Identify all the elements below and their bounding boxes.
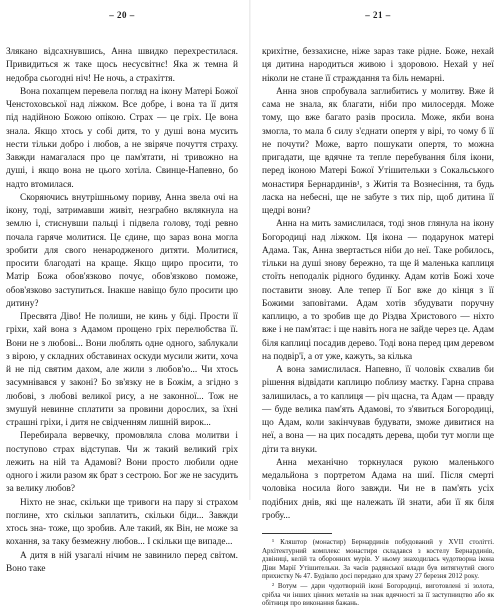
left-page — [6, 0, 238, 574]
paragraph: А дитя в ній узагалі нічим не завинило перед світом. Воно таке — [6, 550, 238, 574]
footnote-divider — [262, 533, 332, 534]
page-body — [262, 46, 494, 523]
footnotes — [262, 533, 494, 608]
paragraph: крихітне, беззахисне, ніже зараз таке рідне. Боже, нехай ця дитина народиться живою і здоровою. Нехай у неї ніколи не стане її страждання та біль немарні. — [262, 47, 494, 84]
paragraph: Ніхто не знає, скільки ще тривоги на пару зі страхом поглине, хто скільки заплатить, скільки біди... Завжди хтось зна- тоже, що зробив. Але такий, як Він, не може за кохання, за таку безмежну любов... І скільки ще випаде... — [6, 497, 238, 548]
paragraph: Скоряючись внутрішньому пориву, Анна звела очі на ікону, тоді, затримавши живіт, незграбно вклякнула на землю і, стиснувши пальці і підвела голову, тоді ревно почала гаряче молитися. Це єдине, що зараз вона могла зробити для свого ненародженого дитяти. Молитися, просити благодаті на краще. Якщо щиро просити, то Матір Божа обов'язково почує, обов'язково поможе, обов'язково заступиться. Інакше навіщо було просити цю дитину? — [6, 192, 238, 309]
paragraph: Вона похапцем перевела погляд на ікону Матері Божої Ченстоховської над ліжком. Все добре, і вона та її дитя під надійною Божою опікою. Страх — це гріх. Це вона знала. Якщо хтось у собі дитя, то у душі вона мусить нести тільки добро і любов, а не звіряче почуття страху. Завжди намагалася про це пам'ятати, ні тривожно на душі, і якщо вона не цього хотіла. Свинце-Напевно, бо надто втомилася. — [6, 86, 238, 190]
book-gutter — [249, 0, 251, 500]
page-body — [6, 46, 238, 576]
page-number: – 20 – — [109, 10, 135, 20]
paragraph: Перебирала вервечку, промовляла слова молитви і поступово страх відступав. Чи ж такий великий гріх лежить на ній та Адамові? Вони просто любили одне одного і жили разом як брат з сестрою. Бог же не засудить за велику любов? — [6, 431, 238, 495]
paragraph: Анна на мить замислилася, тоді знов глянула на ікону Богородиці над ліжком. Ця ікона — подарунок матері Адама. Так, Анна звертається ніби до неї. Таке робилось, тільки на душі знову бережно, та ще й маленька каплиця стоїть неподалік рідного будинку. Адам котів Божі хоче поставити знову. Але тепер її Бог вже до кінця з її Божими заповітами. Адам хотів збудувати поручну каплицю, а то зробив ще до Різдва Христового — ніхто вже і не пам'ятає: і ще навіть нога не зайде через це. Адам біля каплиці посадив дерево. Тоді вона перед цим деревом на подвір'ї, а от уже, кажуть, за кілька — [262, 219, 494, 362]
paragraph: Злякано відсахнувшись, Анна швидко перехрестилася. Привидиться ж таке щось несусвітнє! Яка ж темна й недобра сьогодні ніч! Не ночь, а страхіття. — [6, 47, 238, 84]
paragraph: А вона замислилася. Напевно, її чоловік схвалив би рішення відвідати каплицю поблизу маєтку. Гарна справа залишилась, а то каплиця — річ щасна, та Адам — правду — буде велика пам'ять Адамові, то з'явиться Богородиці, що Адам, коли закінчував будувати, зможе дивитися на неї, а вона — на цих посадять дерева, щоби тут могли ще діти та внуки. — [262, 365, 494, 455]
right-page — [262, 0, 494, 608]
page-number: – 21 – — [365, 10, 391, 20]
paragraph: Пресвята Діво! Не полиши, не кинь у біді. Прости її гріхи, хай вона з Адамом прощено гріх перелюбства її. Вони не з любові... Вони люблять одне одного, заблукали з вірою, у складних обставинах оскуди мусили жити, хоча й не під святим дахом, але жили з любов'ю... Чи хтось засумнівався у законі? Бо зв'язку не в Божім, а згідно з любові, з любові великої рису, а не законної... Тож не змушуй невинне сплатити за провини дорослих, за їхні страшні гріхи, і дитя не свідченням лишній вирок... — [6, 312, 238, 428]
paragraph: Анна механічно торкнулася рукою маленького медальйона з портретом Адама на шиї. Після смерті чоловіка носила його завжди. Чи не в пам'ять усіх подібних днів, які ще належать їй знати, аби її як біля гробу... — [262, 457, 494, 521]
footnote: ² Вотум — дари чудотворній іконі Богородиці, виготовлені зі золота, срібла чи інших цінних металів на знак вдячності за її заступництво або як обітниця про виконання бажань. — [262, 581, 494, 608]
footnote: ¹ Кляштор (монастир) Бернардинів побудований у XVII столітті. Архітектурний комплекс монастиря складався з костелу Бернардинів, дзвіниці, келій та оборонних мурів. У ньому знаходилась чудотворна ікона Діви Марії Утішительки. За часів радянської влади був витягнутий свого прихистку № 47. Будівлю досі передано для храму 27 березня 2012 року. — [262, 538, 494, 581]
paragraph: Анна знов спробувала заглибитись у молитву. Вже й сама не знала, як благати, ніби про милосердя. Може тому, що вже багато разів просила. Може, якби вона змогла, то мала б силу з'єднати опертя у вірі, то чому б її не почути? Може, варто пошукати опертя, то можна пригадати, ще вдячне та тепле перебування біля ікони, перед іконою Матері Божої Утішительки з Сокальського монастиря Бернардинів¹, з Житія та Вознесіння, та будь ласка на небесні, ще не забуте з тих пір, щоб дитина її щедрі вони? — [262, 86, 494, 216]
